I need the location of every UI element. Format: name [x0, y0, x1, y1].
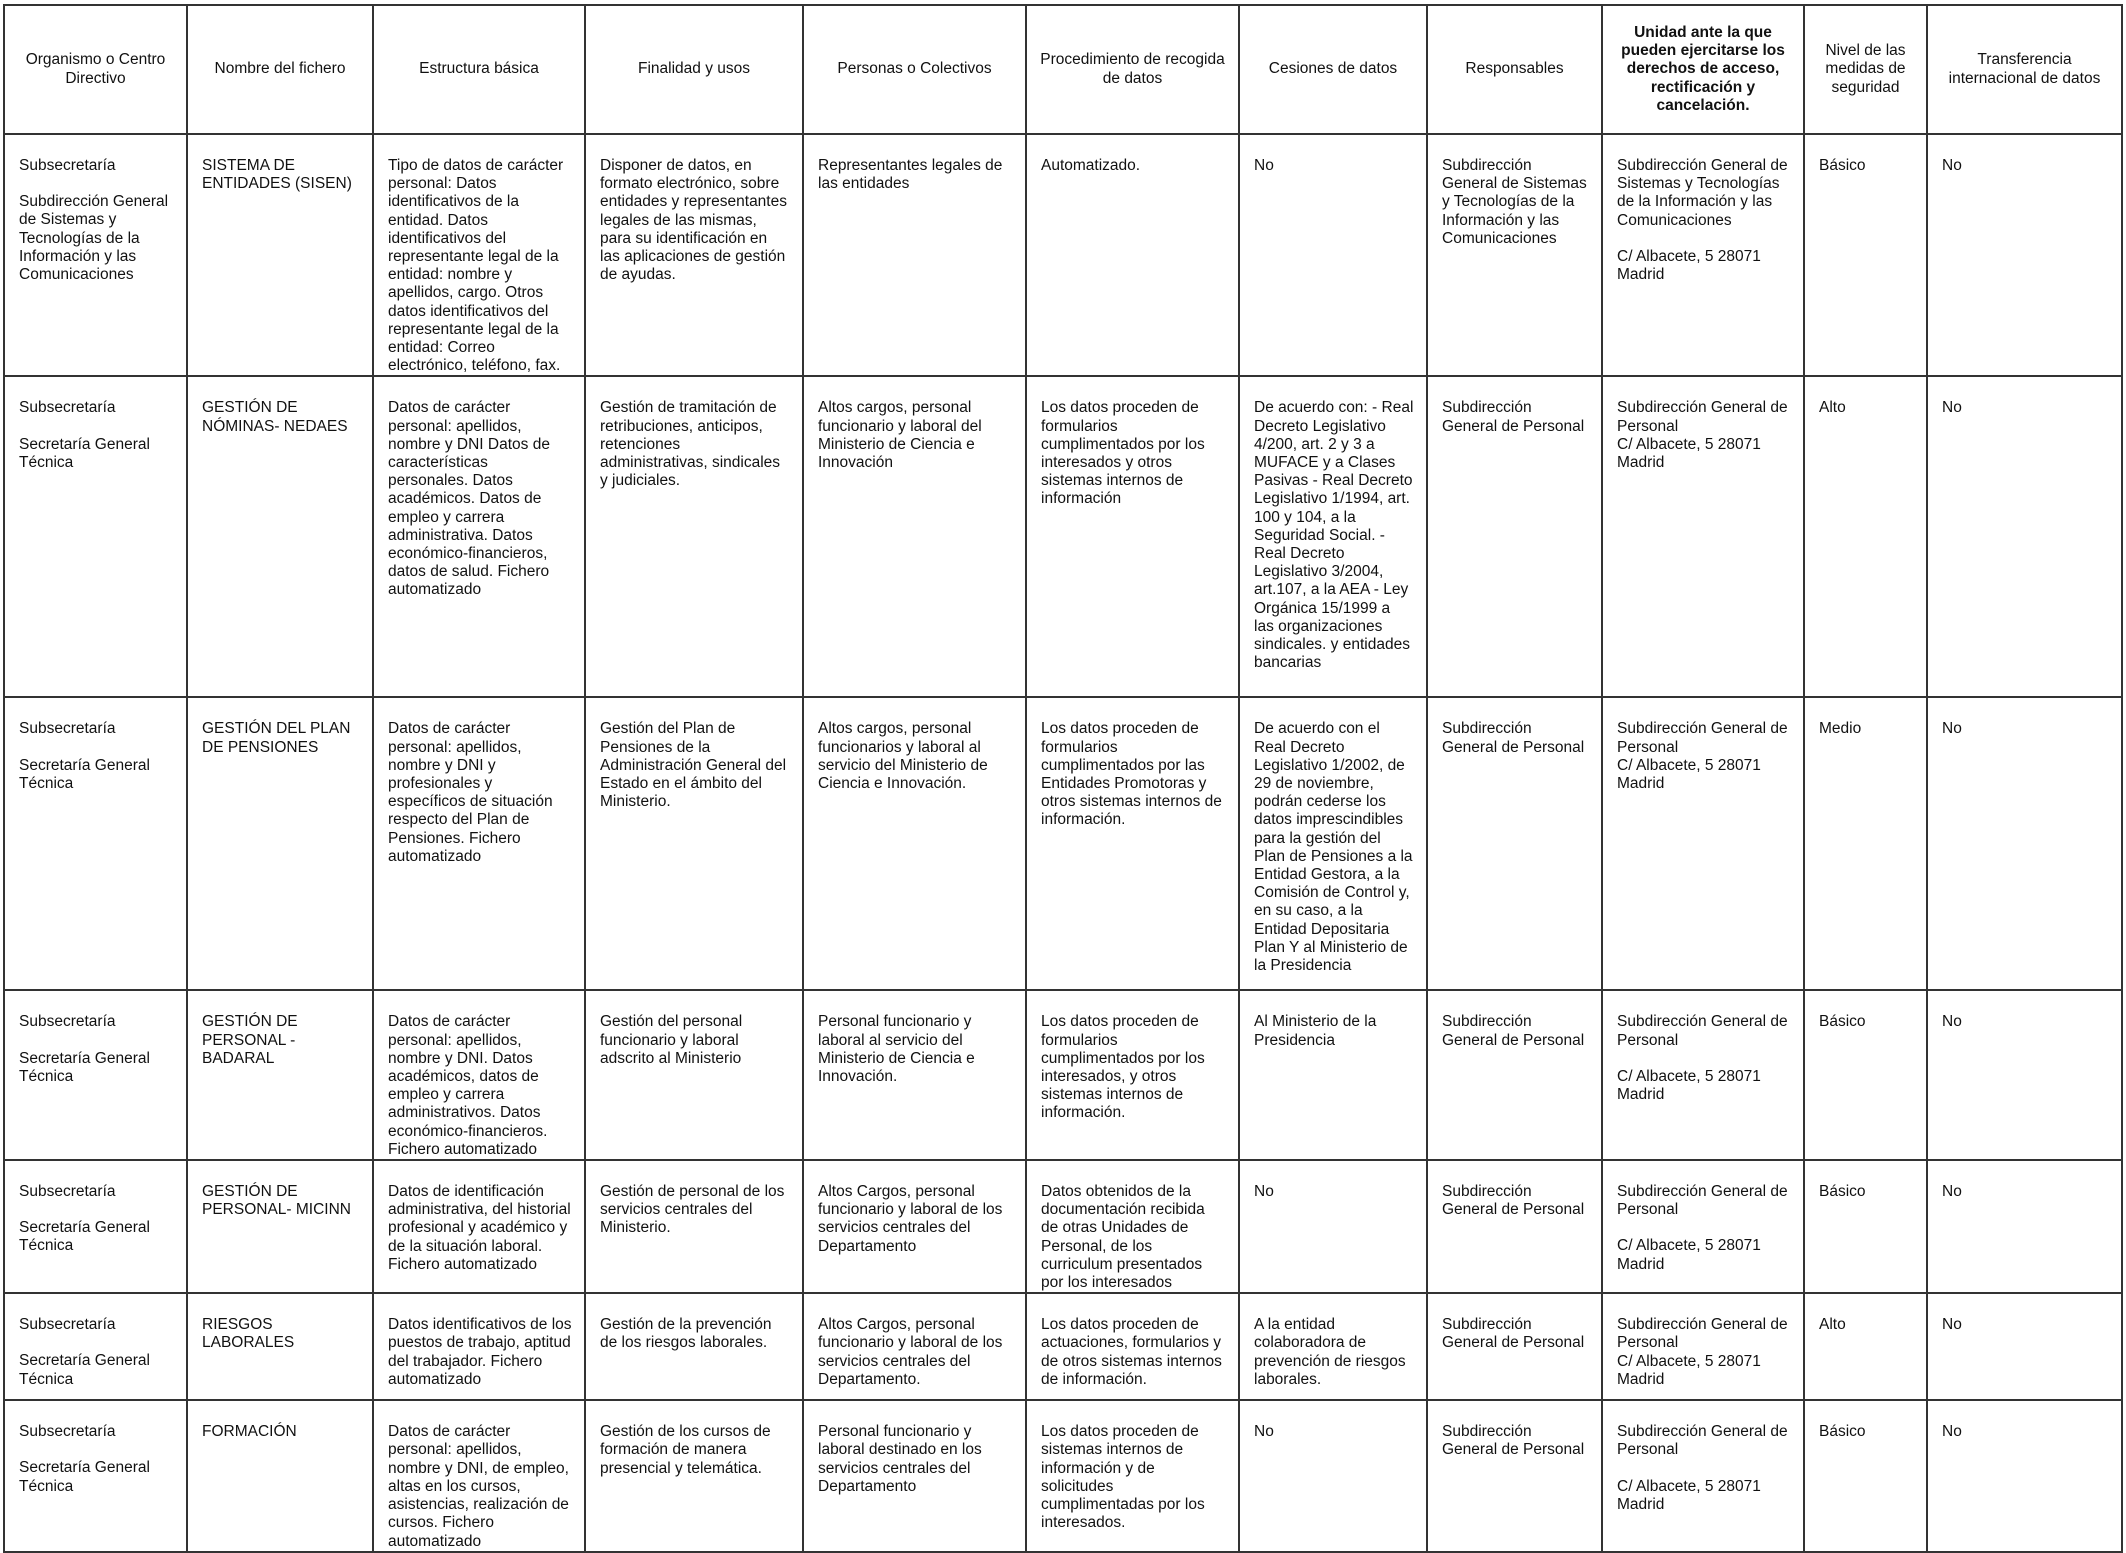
- cell-paragraph: GESTIÓN DE PERSONAL- MICINN: [202, 1183, 351, 1219]
- cell-content: [188, 135, 372, 193]
- cell-fichero: [187, 134, 373, 376]
- column-header-cesiones: [1239, 5, 1427, 134]
- cell-paragraph: Gestión del personal funcionario y laboral adscrito al Ministerio: [600, 1013, 743, 1067]
- cell-procedimiento: [1026, 990, 1239, 1160]
- cell-content: [374, 377, 584, 599]
- cell-paragraph: De acuerdo con: - Real Decreto Legislativo 4/200, art. 2 y 3 a MUFACE y a Clases Pasivas - Real Decreto Legislativo 1/1994, art. 100 y 104, a la Seguridad Social. - Real Decreto Legislativo 3/2004, art.107, a la AEA - Ley Orgánica 15/1999 a las organizaciones sindicales. y entidades bancarias: [1254, 399, 1414, 672]
- cell-content: [374, 1294, 584, 1389]
- cell-paragraph: Subsecretaría: [19, 1423, 116, 1441]
- cell-procedimiento: [1026, 376, 1239, 697]
- cell-fichero: [187, 990, 373, 1160]
- cell-content: [1805, 1161, 1926, 1201]
- cell-paragraph: Subdirección General de Sistemas y Tecnologías de la Información y las Comunicaciones: [1617, 157, 1788, 229]
- cell-paragraph: Gestión de los cursos de formación de manera presencial y telemática.: [600, 1423, 771, 1477]
- column-header-unidad: [1602, 5, 1804, 134]
- cell-responsables: [1427, 134, 1602, 376]
- cell-paragraph: Subsecretaría: [19, 1183, 116, 1201]
- cell-paragraph: C/ Albacete, 5 28071 Madrid: [1617, 1237, 1761, 1273]
- cell-paragraph: Personal funcionario y laboral destinado en los servicios centrales del Departamento: [818, 1423, 982, 1495]
- cell-paragraph: Alto: [1819, 399, 1846, 417]
- cell-content: [1240, 1401, 1426, 1441]
- cell-content: [1805, 1294, 1926, 1334]
- cell-paragraph: No: [1942, 720, 1962, 738]
- cell-paragraph: Básico: [1819, 1013, 1866, 1031]
- cell-content: [1603, 991, 1803, 1104]
- cell-paragraph: Básico: [1819, 1423, 1866, 1441]
- cell-content: [1027, 1161, 1238, 1292]
- cell-content: [586, 1401, 802, 1478]
- cell-paragraph: C/ Albacete, 5 28071 Madrid: [1617, 1477, 1761, 1513]
- cell-paragraph: No: [1254, 1423, 1274, 1441]
- cell-transferencia: [1927, 697, 2122, 990]
- cell-responsables: [1427, 1293, 1602, 1400]
- cell-paragraph: Subdirección General de Sistemas y Tecnologías de la Información y las Comunicaciones: [19, 193, 169, 284]
- cell-cesiones: [1239, 1293, 1427, 1400]
- cell-responsables: [1427, 990, 1602, 1160]
- cell-content: [1240, 1161, 1426, 1201]
- cell-transferencia: [1927, 1160, 2122, 1293]
- cell-content: [5, 991, 186, 1086]
- cell-procedimiento: [1026, 1293, 1239, 1400]
- cell-content: [586, 135, 802, 284]
- cell-organismo: [4, 1160, 187, 1293]
- cell-estructura: [373, 1293, 585, 1400]
- cell-content: [1928, 698, 2121, 738]
- cell-nivel: [1804, 697, 1927, 990]
- cell-procedimiento: [1026, 1160, 1239, 1293]
- cell-paragraph: Subsecretaría: [19, 720, 116, 738]
- cell-paragraph: Datos de carácter personal: apellidos, nombre y DNI y profesionales y específicos de situación respecto del Plan de Pensiones. Fichero automatizado: [388, 720, 553, 865]
- cell-paragraph: No: [1942, 1183, 1962, 1201]
- cell-unidad: [1602, 134, 1804, 376]
- cell-finalidad: [585, 1400, 803, 1551]
- cell-fichero: [187, 1293, 373, 1400]
- cell-nivel: [1804, 134, 1927, 376]
- ficheros-table: [3, 4, 2123, 1553]
- cell-content: [374, 1161, 584, 1274]
- cell-paragraph: Básico: [1819, 157, 1866, 174]
- cell-paragraph: Subsecretaría: [19, 1316, 116, 1334]
- cell-content: [1603, 698, 1803, 793]
- cell-paragraph: Subdirección General de Personal: [1617, 1013, 1788, 1049]
- cell-estructura: [373, 1160, 585, 1293]
- cell-content: [804, 135, 1025, 193]
- cell-transferencia: [1927, 134, 2122, 376]
- cell-content: [188, 1401, 372, 1441]
- table-row: [4, 376, 2122, 697]
- cell-content: [1603, 377, 1803, 472]
- cell-paragraph: Subdirección General de Personal: [1442, 1316, 1585, 1352]
- column-header-label: Transferencia internacional de datos: [1948, 51, 2101, 87]
- cell-paragraph: Al Ministerio de la Presidencia: [1254, 1013, 1377, 1049]
- cell-organismo: [4, 134, 187, 376]
- cell-nivel: [1804, 376, 1927, 697]
- cell-paragraph: Los datos proceden de sistemas internos de información y de solicitudes cumplimentadas por los interesados.: [1041, 1423, 1205, 1532]
- cell-paragraph: Altos Cargos, personal funcionario y laboral de los servicios centrales del Departamento.: [818, 1316, 1003, 1388]
- cell-content: [804, 1401, 1025, 1496]
- cell-content: [1027, 991, 1238, 1122]
- cell-paragraph: Datos de carácter personal: apellidos, nombre y DNI, de empleo, altas en los cursos, asistencias, realización de cursos. Fichero automatizado: [388, 1423, 569, 1550]
- cell-paragraph: De acuerdo con el Real Decreto Legislativo 1/2002, de 29 de noviembre, podrán cederse los datos imprescindibles para la gestión del Plan de Pensiones a la Entidad Gestora, a la Comisión de Control y, en su caso, a la Entidad Depositaria Plan Y al Ministerio de la Presidencia: [1254, 720, 1413, 975]
- cell-content: [1928, 1161, 2121, 1201]
- cell-paragraph: Altos cargos, personal funcionario y laboral del Ministerio de Ciencia e Innovación: [818, 399, 982, 472]
- cell-organismo: [4, 990, 187, 1160]
- cell-content: [1240, 377, 1426, 672]
- cell-nivel: [1804, 1400, 1927, 1551]
- cell-paragraph: Subdirección General de Personal: [1617, 1183, 1788, 1219]
- cell-paragraph: Subdirección General de Personal C/ Albacete, 5 28071 Madrid: [1617, 1316, 1788, 1388]
- cell-content: [1240, 135, 1426, 175]
- column-header-fichero: [187, 5, 373, 134]
- table-row: [4, 697, 2122, 990]
- column-header-label: Estructura básica: [419, 60, 539, 78]
- column-header-label: Procedimiento de recogida de datos: [1040, 51, 1225, 87]
- cell-content: [1603, 1161, 1803, 1274]
- cell-paragraph: Subdirección General de Personal C/ Albacete, 5 28071 Madrid: [1617, 720, 1788, 793]
- cell-paragraph: C/ Albacete, 5 28071 Madrid: [1617, 247, 1761, 284]
- cell-fichero: [187, 697, 373, 990]
- cell-finalidad: [585, 990, 803, 1160]
- cell-paragraph: FORMACIÓN: [202, 1423, 297, 1441]
- cell-finalidad: [585, 697, 803, 990]
- cell-content: [1027, 135, 1238, 175]
- cell-estructura: [373, 134, 585, 376]
- cell-unidad: [1602, 1293, 1804, 1400]
- cell-content: [188, 1294, 372, 1352]
- column-header-label: Nivel de las medidas de seguridad: [1825, 42, 1906, 96]
- cell-paragraph: Datos obtenidos de la documentación recibida de otras Unidades de Personal, de los curriculum presentados por los interesados: [1041, 1183, 1205, 1292]
- cell-paragraph: Básico: [1819, 1183, 1866, 1201]
- cell-content: [188, 377, 372, 435]
- cell-organismo: [4, 1400, 187, 1551]
- cell-content: [1805, 698, 1926, 738]
- cell-paragraph: No: [1254, 157, 1274, 174]
- cell-content: [1805, 991, 1926, 1031]
- cell-responsables: [1427, 1400, 1602, 1551]
- cell-unidad: [1602, 1400, 1804, 1551]
- cell-content: [1240, 991, 1426, 1049]
- cell-content: [1027, 698, 1238, 829]
- header-row: [4, 5, 2122, 134]
- table-row: [4, 990, 2122, 1160]
- column-header-label: Finalidad y usos: [637, 60, 750, 78]
- cell-paragraph: Subdirección General de Personal: [1442, 399, 1585, 435]
- cell-paragraph: No: [1942, 1423, 1962, 1441]
- cell-paragraph: GESTIÓN DEL PLAN DE PENSIONES: [202, 720, 351, 756]
- cell-content: [804, 1294, 1025, 1389]
- cell-content: [804, 1161, 1025, 1256]
- cell-content: [1428, 991, 1601, 1049]
- cell-cesiones: [1239, 990, 1427, 1160]
- column-header-organismo: [4, 5, 187, 134]
- cell-paragraph: RIESGOS LABORALES: [202, 1316, 295, 1352]
- cell-paragraph: Subsecretaría: [19, 157, 116, 174]
- cell-content: [5, 135, 186, 284]
- cell-paragraph: GESTIÓN DE PERSONAL - BADARAL: [202, 1013, 298, 1067]
- cell-content: [5, 698, 186, 793]
- cell-paragraph: Altos cargos, personal funcionarios y laboral al servicio del Ministerio de Ciencia e Innovación.: [818, 720, 988, 793]
- cell-paragraph: No: [1942, 157, 1962, 174]
- cell-content: [586, 1161, 802, 1238]
- cell-nivel: [1804, 1160, 1927, 1293]
- cell-cesiones: [1239, 1400, 1427, 1551]
- cell-finalidad: [585, 1160, 803, 1293]
- table-row: [4, 1400, 2122, 1551]
- cell-paragraph: Datos identificativos de los puestos de trabajo, aptitud del trabajador. Fichero automatizado: [388, 1316, 572, 1388]
- cell-cesiones: [1239, 1160, 1427, 1293]
- cell-responsables: [1427, 376, 1602, 697]
- table-row: [4, 1293, 2122, 1400]
- cell-paragraph: GESTIÓN DE NÓMINAS- NEDAES: [202, 399, 348, 435]
- cell-content: [1805, 135, 1926, 175]
- cell-unidad: [1602, 697, 1804, 990]
- cell-finalidad: [585, 376, 803, 697]
- table-row: [4, 1160, 2122, 1293]
- cell-content: [1428, 698, 1601, 756]
- cell-paragraph: Subdirección General de Personal: [1442, 1183, 1585, 1219]
- cell-estructura: [373, 697, 585, 990]
- cell-paragraph: Gestión de personal de los servicios centrales del Ministerio.: [600, 1183, 785, 1237]
- cell-content: [1428, 1294, 1601, 1352]
- cell-paragraph: Gestión de tramitación de retribuciones, anticipos, retenciones administrativas, sindicales y judiciales.: [600, 399, 781, 490]
- cell-personas: [803, 990, 1026, 1160]
- cell-personas: [803, 134, 1026, 376]
- cell-paragraph: Datos de carácter personal: apellidos, nombre y DNI Datos de características personales. Datos académicos. Datos de empleo y carrera administrativa. Datos económico-financieros, datos de salud. Fichero automatizado: [388, 399, 550, 599]
- cell-paragraph: Los datos proceden de formularios cumplimentados por las Entidades Promotoras y otros sistemas internos de información.: [1041, 720, 1222, 829]
- cell-paragraph: Secretaría General Técnica: [19, 756, 150, 792]
- column-header-estructura: [373, 5, 585, 134]
- cell-personas: [803, 376, 1026, 697]
- cell-content: [1428, 377, 1601, 435]
- cell-paragraph: Secretaría General Técnica: [19, 1459, 150, 1495]
- cell-paragraph: Datos de carácter personal: apellidos, nombre y DNI. Datos académicos, datos de empleo y carrera administrativos. Datos económico-financieros. Fichero automatizado: [388, 1013, 548, 1158]
- cell-paragraph: Subsecretaría: [19, 399, 116, 417]
- cell-content: [1027, 1401, 1238, 1532]
- cell-paragraph: Representantes legales de las entidades: [818, 157, 1003, 193]
- cell-paragraph: SISTEMA DE ENTIDADES (SISEN): [202, 157, 352, 193]
- cell-content: [1805, 1401, 1926, 1441]
- cell-paragraph: Subdirección General de Sistemas y Tecnologías de la Información y las Comunicaciones: [1442, 157, 1587, 247]
- cell-content: [1027, 377, 1238, 508]
- cell-content: [1928, 1294, 2121, 1334]
- cell-paragraph: No: [1942, 399, 1962, 417]
- cell-paragraph: Disponer de datos, en formato electrónico, sobre entidades y representantes legales de las mismas, para su identificación en las aplicaciones de gestión de ayudas.: [600, 157, 787, 284]
- column-header-label: Personas o Colectivos: [837, 60, 992, 78]
- cell-unidad: [1602, 376, 1804, 697]
- cell-nivel: [1804, 990, 1927, 1160]
- cell-personas: [803, 1400, 1026, 1551]
- cell-cesiones: [1239, 697, 1427, 990]
- cell-paragraph: Secretaría General Técnica: [19, 435, 150, 471]
- cell-transferencia: [1927, 1400, 2122, 1551]
- cell-content: [374, 135, 584, 375]
- cell-content: [1928, 377, 2121, 417]
- cell-paragraph: Tipo de datos de carácter personal: Datos identificativos de la entidad. Datos identificativos del representante legal de la entidad: nombre y apellidos, cargo. Otros datos identificativos del representante legal de la entidad: Correo electrónico, teléfono, fax.: [388, 157, 564, 375]
- cell-content: [1240, 698, 1426, 975]
- cell-paragraph: Subdirección General de Personal C/ Albacete, 5 28071 Madrid: [1617, 399, 1788, 472]
- column-header-label: Responsables: [1465, 60, 1564, 78]
- cell-content: [188, 991, 372, 1068]
- cell-paragraph: Subdirección General de Personal: [1617, 1423, 1788, 1459]
- cell-paragraph: A la entidad colaboradora de prevención de riesgos laborales.: [1254, 1316, 1406, 1388]
- cell-transferencia: [1927, 1293, 2122, 1400]
- cell-paragraph: Personal funcionario y laboral al servicio del Ministerio de Ciencia e Innovación.: [818, 1013, 975, 1086]
- cell-organismo: [4, 1293, 187, 1400]
- cell-paragraph: Los datos proceden de formularios cumplimentados por los interesados, y otros sistemas internos de información.: [1041, 1013, 1205, 1122]
- cell-procedimiento: [1026, 697, 1239, 990]
- cell-procedimiento: [1026, 134, 1239, 376]
- cell-personas: [803, 697, 1026, 990]
- cell-procedimiento: [1026, 1400, 1239, 1551]
- cell-paragraph: Secretaría General Técnica: [19, 1219, 150, 1255]
- cell-paragraph: Subdirección General de Personal: [1442, 720, 1585, 756]
- cell-personas: [803, 1160, 1026, 1293]
- table-body: [4, 134, 2122, 1552]
- cell-content: [374, 991, 584, 1159]
- cell-content: [188, 698, 372, 756]
- cell-content: [804, 991, 1025, 1086]
- cell-content: [5, 1401, 186, 1496]
- cell-content: [1428, 1401, 1601, 1459]
- column-header-label: Nombre del fichero: [214, 60, 346, 78]
- cell-transferencia: [1927, 376, 2122, 697]
- cell-paragraph: Automatizado.: [1041, 157, 1141, 174]
- column-header-procedimiento: [1026, 5, 1239, 134]
- column-header-finalidad: [585, 5, 803, 134]
- cell-content: [5, 377, 186, 472]
- cell-content: [1603, 1401, 1803, 1514]
- cell-content: [1240, 1294, 1426, 1389]
- cell-finalidad: [585, 1293, 803, 1400]
- cell-paragraph: Altos Cargos, personal funcionario y laboral de los servicios centrales del Departamento: [818, 1183, 1003, 1255]
- cell-nivel: [1804, 1293, 1927, 1400]
- cell-paragraph: Alto: [1819, 1316, 1846, 1334]
- cell-estructura: [373, 1400, 585, 1551]
- cell-content: [586, 1294, 802, 1352]
- cell-unidad: [1602, 990, 1804, 1160]
- cell-personas: [803, 1293, 1026, 1400]
- table-row: [4, 134, 2122, 376]
- cell-organismo: [4, 697, 187, 990]
- cell-content: [586, 991, 802, 1068]
- cell-transferencia: [1927, 990, 2122, 1160]
- table-header: [4, 5, 2122, 134]
- cell-paragraph: Datos de identificación administrativa, del historial profesional y académico y de la situación laboral. Fichero automatizado: [388, 1183, 571, 1273]
- cell-content: [188, 1161, 372, 1219]
- column-header-label: Organismo o Centro Directivo: [25, 51, 166, 87]
- cell-cesiones: [1239, 134, 1427, 376]
- cell-paragraph: Secretaría General Técnica: [19, 1352, 150, 1388]
- cell-finalidad: [585, 134, 803, 376]
- cell-content: [1428, 135, 1601, 248]
- cell-responsables: [1427, 697, 1602, 990]
- cell-content: [5, 1161, 186, 1256]
- cell-paragraph: Los datos proceden de actuaciones, formularios y de otros sistemas internos de información.: [1041, 1316, 1222, 1388]
- cell-paragraph: Subdirección General de Personal: [1442, 1423, 1585, 1459]
- cell-unidad: [1602, 1160, 1804, 1293]
- cell-content: [804, 698, 1025, 793]
- cell-content: [374, 1401, 584, 1550]
- cell-responsables: [1427, 1160, 1602, 1293]
- cell-estructura: [373, 990, 585, 1160]
- cell-fichero: [187, 1160, 373, 1293]
- cell-fichero: [187, 376, 373, 697]
- cell-content: [1805, 377, 1926, 417]
- cell-paragraph: Gestión de la prevención de los riesgos laborales.: [600, 1316, 772, 1352]
- cell-paragraph: No: [1942, 1316, 1962, 1334]
- column-header-nivel: [1804, 5, 1927, 134]
- column-header-label: Cesiones de datos: [1268, 60, 1398, 78]
- cell-content: [804, 377, 1025, 472]
- cell-organismo: [4, 376, 187, 697]
- cell-estructura: [373, 376, 585, 697]
- cell-paragraph: Los datos proceden de formularios cumplimentados por los interesados y otros sistemas internos de información: [1041, 399, 1205, 508]
- cell-paragraph: Subdirección General de Personal: [1442, 1013, 1585, 1049]
- cell-paragraph: Subsecretaría: [19, 1013, 116, 1031]
- cell-paragraph: No: [1254, 1183, 1274, 1201]
- cell-cesiones: [1239, 376, 1427, 697]
- cell-content: [586, 377, 802, 490]
- column-header-responsables: [1427, 5, 1602, 134]
- cell-content: [586, 698, 802, 811]
- cell-content: [374, 698, 584, 866]
- cell-content: [1603, 1294, 1803, 1389]
- cell-content: [5, 1294, 186, 1389]
- cell-paragraph: Gestión del Plan de Pensiones de la Administración General del Estado en el ámbito del Ministerio.: [600, 720, 787, 811]
- cell-paragraph: Medio: [1819, 720, 1862, 738]
- cell-content: [1928, 1401, 2121, 1441]
- cell-paragraph: Secretaría General Técnica: [19, 1049, 150, 1085]
- cell-content: [1428, 1161, 1601, 1219]
- cell-paragraph: No: [1942, 1013, 1962, 1031]
- cell-content: [1027, 1294, 1238, 1389]
- cell-content: [1603, 135, 1803, 284]
- column-header-transferencia: [1927, 5, 2122, 134]
- column-header-label: Unidad ante la que pueden ejercitarse los derechos de acceso, rectificación y cancelación.: [1621, 23, 1785, 114]
- cell-content: [1928, 991, 2121, 1031]
- column-header-personas: [803, 5, 1026, 134]
- cell-content: [1928, 135, 2121, 175]
- cell-fichero: [187, 1400, 373, 1551]
- cell-paragraph: C/ Albacete, 5 28071 Madrid: [1617, 1067, 1761, 1104]
